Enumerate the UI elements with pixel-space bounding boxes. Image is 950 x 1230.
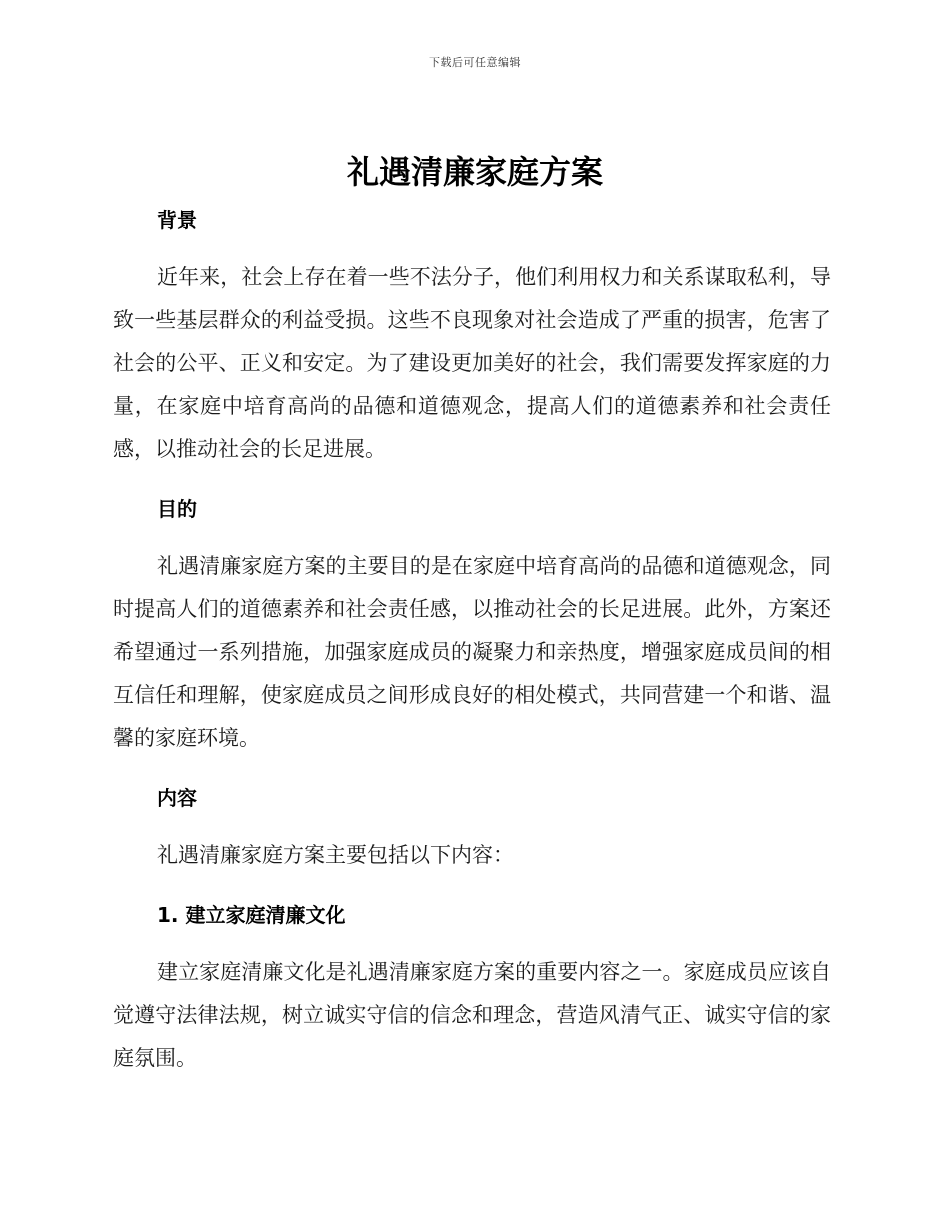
section-paragraph-background: 近年来，社会上存在着一些不法分子，他们利用权力和关系谋取私利，导致一些基层群众的利益受损。这些不良现象对社会造成了严重的损害，危害了社会的公平、正义和安定。为了建设更加美好的社会，我们需要发挥家庭的力量，在家庭中培育高尚的品德和道德观念，提高人们的道德素养和社会责任感，以推动社会的长足进展。: [113, 265, 831, 461]
section-heading-content: 内容: [157, 786, 197, 810]
subsection-paragraph-clean-culture: 建立家庭清廉文化是礼遇清廉家庭方案的重要内容之一。家庭成员应该自觉遵守法律法规，树立诚实守信的信念和理念，营造风清气正、诚实守信的家庭氛围。: [113, 960, 831, 1070]
section-heading-purpose: 目的: [157, 497, 197, 521]
document-body: [113, 198, 831, 1080]
section-paragraph-content: 礼遇清廉家庭方案主要包括以下内容：: [157, 843, 514, 867]
section-heading-background: 背景: [157, 208, 197, 232]
page-header-note: 下载后可任意编辑: [429, 56, 521, 69]
subsection-heading-clean-culture: 1. 建立家庭清廉文化: [157, 903, 346, 927]
page-title: 礼遇清廉家庭方案: [346, 153, 603, 191]
section-paragraph-purpose: 礼遇清廉家庭方案的主要目的是在家庭中培育高尚的品德和道德观念，同时提高人们的道德素养和社会责任感，以推动社会的长足进展。此外，方案还希望通过一系列措施，加强家庭成员的凝聚力和亲热度，增强家庭成员间的相互信任和理解，使家庭成员之间形成良好的相处模式，共同营建一个和谐、温馨的家庭环境。: [113, 554, 831, 750]
